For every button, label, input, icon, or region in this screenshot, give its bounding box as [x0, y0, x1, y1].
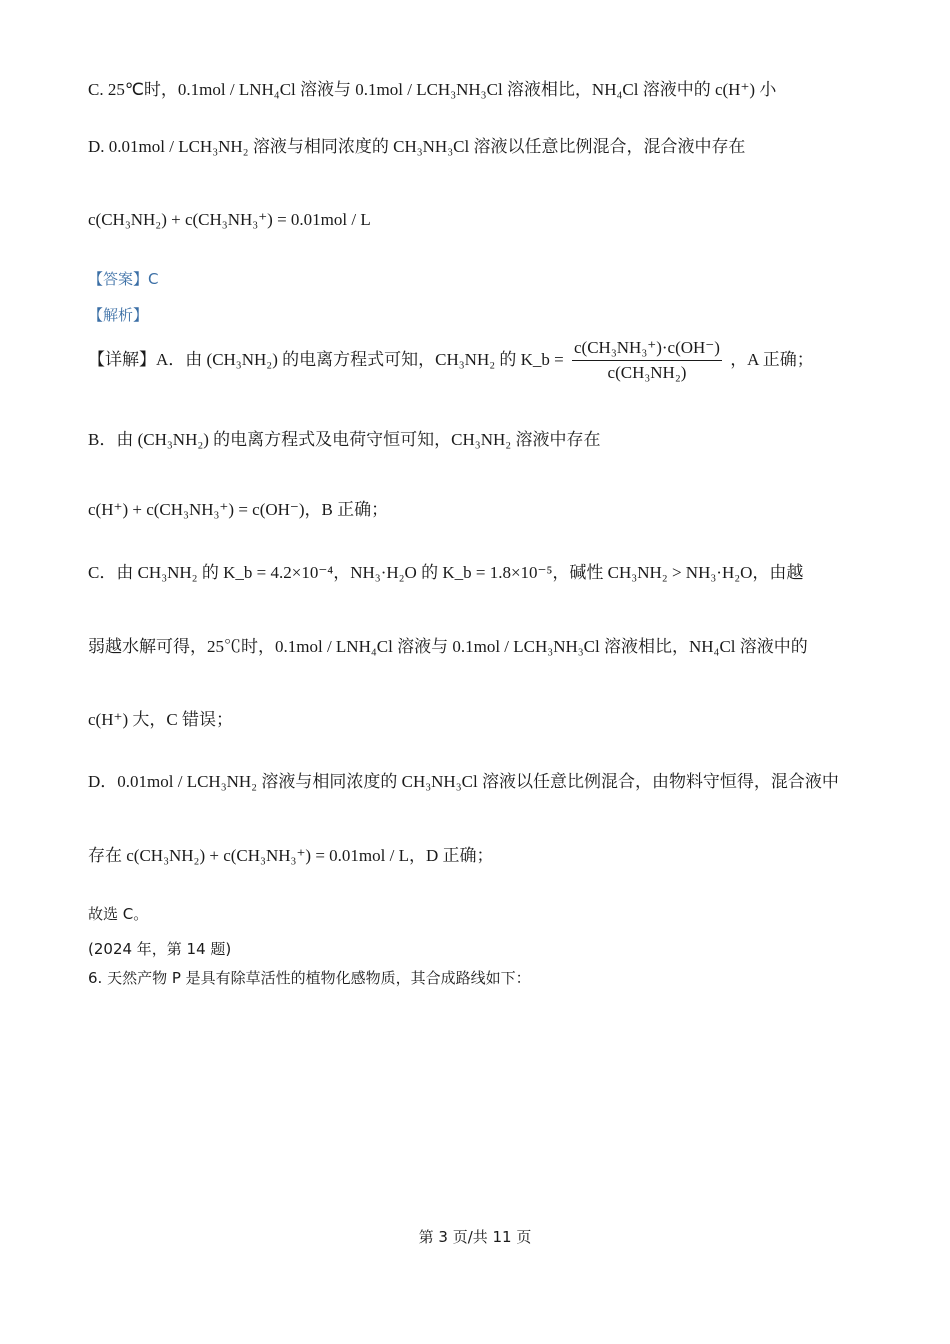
kb-numerator: c(CH₃NH₃⁺)·c(OH⁻) — [572, 338, 722, 361]
option-c: C. 25℃时，0.1mol / LNH₄Cl 溶液与 0.1mol / LCH₃NH₃Cl 溶液相比，NH₄Cl 溶液中的 c(H⁺) 小 — [88, 80, 777, 99]
detail-a-prefix: 【详解】A．由 (CH₃NH₂) 的电离方程式可知，CH₃NH₂ 的 K_b = — [88, 349, 564, 369]
detail-d-line2: 存在 c(CH₃NH₂) + c(CH₃NH₃⁺) = 0.01mol / L，D 正确； — [88, 846, 494, 865]
option-d-line1: D. 0.01mol / LCH₃NH₂ 溶液与相同浓度的 CH₃NH₃Cl 溶液以任意比例混合，混合液中存在 — [88, 137, 746, 156]
option-d-equation: c(CH₃NH₂) + c(CH₃NH₃⁺) = 0.01mol / L — [88, 210, 371, 229]
kb-denominator: c(CH₃NH₂) — [607, 363, 687, 383]
answer-label: 【答案】 — [88, 270, 149, 288]
detail-a-suffix: ，A 正确； — [730, 349, 814, 369]
question-6: 6. 天然产物 P 是具有除草活性的植物化感物质，其合成路线如下： — [88, 969, 531, 987]
detail-c-line1: C．由 CH₃NH₂ 的 K_b = 4.2×10⁻⁴，NH₃·H₂O 的 K_b = 1.8×10⁻⁵，碱性 CH₃NH₂ > NH₃·H₂O，由越 — [88, 563, 804, 582]
detail-b-line1: B．由 (CH₃NH₂) 的电离方程式及电荷守恒可知，CH₃NH₂ 溶液中存在 — [88, 430, 601, 449]
detail-d-line1: D．0.01mol / LCH₃NH₂ 溶液与相同浓度的 CH₃NH₃Cl 溶液以任意比例混合，由物料守恒得，混合液中 — [88, 772, 839, 791]
conclusion: 故选 C。 — [88, 905, 149, 923]
detail-a — [88, 338, 814, 384]
page-footer: 第 3 页/共 11 页 — [418, 1228, 532, 1246]
detail-c-line3: c(H⁺) 大，C 错误； — [88, 710, 233, 729]
analysis-label: 【解析】 — [88, 306, 149, 324]
source-note: (2024 年，第 14 题) — [88, 940, 232, 958]
detail-c-line2: 弱越水解可得，25℃时，0.1mol / LNH₄Cl 溶液与 0.1mol / LCH₃NH₃Cl 溶液相比，NH₄Cl 溶液中的 — [88, 637, 808, 656]
detail-b-line2: c(H⁺) + c(CH₃NH₃⁺) = c(OH⁻)，B 正确； — [88, 500, 389, 519]
kb-fraction — [572, 338, 722, 384]
answer-row — [88, 270, 159, 288]
answer-value: C — [148, 270, 159, 288]
